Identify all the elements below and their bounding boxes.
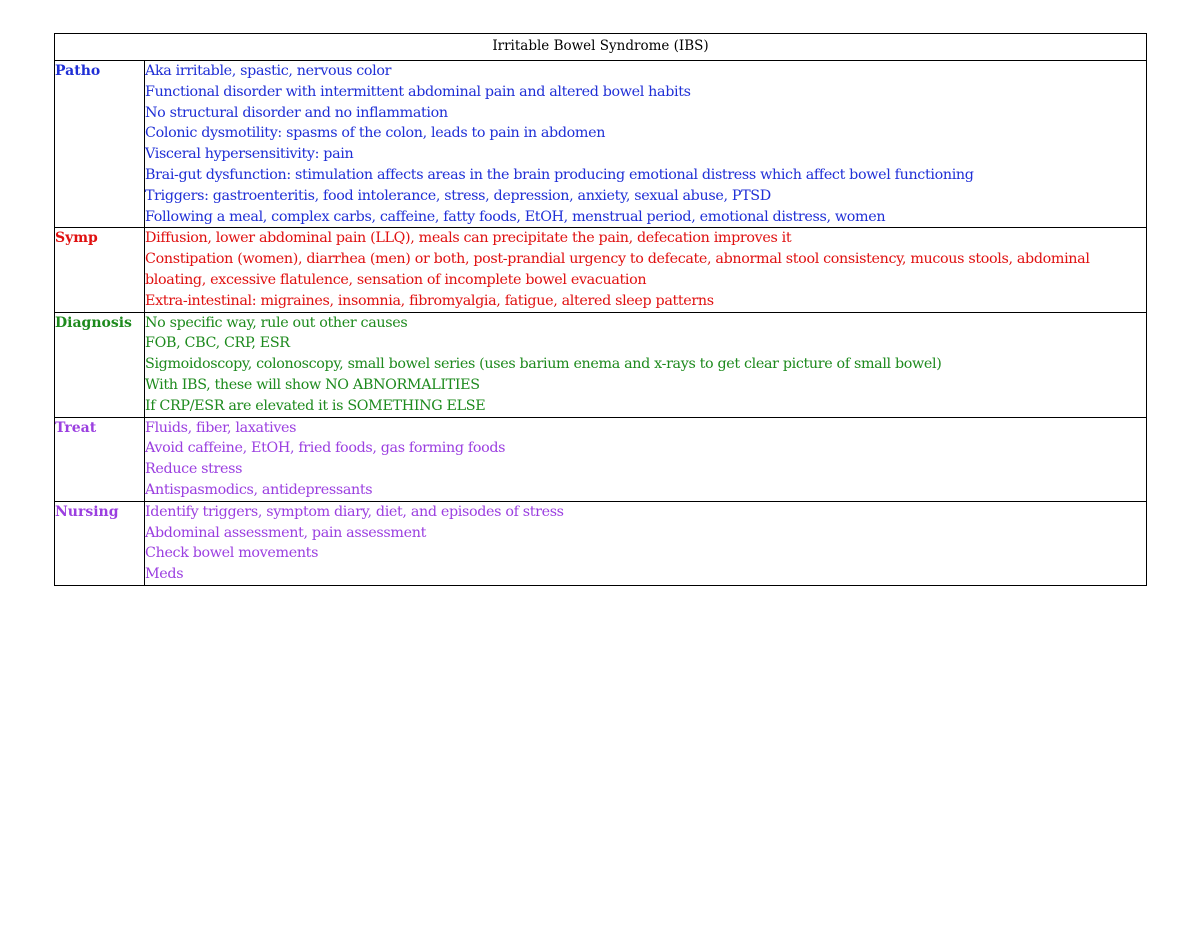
section-row-patho bbox=[55, 61, 1147, 228]
section-line: No structural disorder and no inflammation bbox=[145, 104, 448, 121]
section-line: Fluids, fiber, laxatives bbox=[145, 419, 297, 436]
document-page bbox=[54, 33, 1146, 586]
section-line: Reduce stress bbox=[145, 461, 243, 478]
section-line: Colonic dysmotility: spasms of the colon, leads to pain in abdomen bbox=[145, 125, 606, 142]
section-line: Aka irritable, spastic, nervous color bbox=[145, 63, 392, 79]
section-label-diagnosis: Diagnosis bbox=[55, 312, 145, 417]
section-line: Check bowel movements bbox=[145, 545, 319, 562]
section-line: Extra-intestinal: migraines, insomnia, fibromyalgia, fatigue, altered sleep patterns bbox=[145, 292, 714, 309]
section-line: Identify triggers, symptom diary, diet, and episodes of stress bbox=[145, 503, 564, 520]
section-line: Triggers: gastroenteritis, food intolerance, stress, depression, anxiety, sexual abuse, PTSD bbox=[145, 187, 771, 204]
section-label-nursing: Nursing bbox=[55, 501, 145, 585]
section-line: With IBS, these will show NO ABNORMALITIES bbox=[145, 376, 480, 393]
section-content-nursing bbox=[145, 501, 1147, 585]
section-line: If CRP/ESR are elevated it is SOMETHING ELSE bbox=[145, 397, 486, 414]
section-row-symp bbox=[55, 228, 1147, 312]
table-body bbox=[55, 61, 1147, 586]
section-line: Abdominal assessment, pain assessment bbox=[145, 524, 426, 541]
section-line: Functional disorder with intermittent abdominal pain and altered bowel habits bbox=[145, 83, 691, 100]
section-label-patho: Patho bbox=[55, 61, 145, 228]
section-line: Antispasmodics, antidepressants bbox=[145, 481, 373, 498]
section-line: No specific way, rule out other causes bbox=[145, 314, 408, 331]
section-line: Visceral hypersensitivity: pain bbox=[145, 146, 354, 163]
section-line: Constipation (women), diarrhea (men) or both, post-prandial urgency to defecate, abnormal stool consistency, mucous stools, abdominal bloating, excessive flatulence, sensation of incomplete bowel evacuation bbox=[145, 251, 1090, 288]
section-line: FOB, CBC, CRP, ESR bbox=[145, 335, 290, 352]
section-line: Diffusion, lower abdominal pain (LLQ), meals can precipitate the pain, defecation improves it bbox=[145, 230, 792, 247]
section-row-treat bbox=[55, 417, 1147, 501]
section-line: Meds bbox=[145, 566, 184, 583]
table-title: Irritable Bowel Syndrome (IBS) bbox=[55, 34, 1147, 61]
section-content-patho bbox=[145, 61, 1147, 228]
section-row-diagnosis bbox=[55, 312, 1147, 417]
section-line: Avoid caffeine, EtOH, fried foods, gas forming foods bbox=[145, 440, 506, 457]
section-line: Following a meal, complex carbs, caffeine, fatty foods, EtOH, menstrual period, emotional distress, women bbox=[145, 208, 886, 225]
section-content-treat bbox=[145, 417, 1147, 501]
section-label-treat: Treat bbox=[55, 417, 145, 501]
section-content-diagnosis bbox=[145, 312, 1147, 417]
ibs-notes-table bbox=[54, 33, 1147, 586]
section-content-symp bbox=[145, 228, 1147, 312]
table-header-row bbox=[55, 34, 1147, 61]
section-line: Sigmoidoscopy, colonoscopy, small bowel series (uses barium enema and x-rays to get clear picture of small bowel) bbox=[145, 356, 942, 373]
section-label-symp: Symp bbox=[55, 228, 145, 312]
section-line: Brai-gut dysfunction: stimulation affects areas in the brain producing emotional distress which affect bowel functioning bbox=[145, 166, 974, 183]
section-row-nursing bbox=[55, 501, 1147, 585]
